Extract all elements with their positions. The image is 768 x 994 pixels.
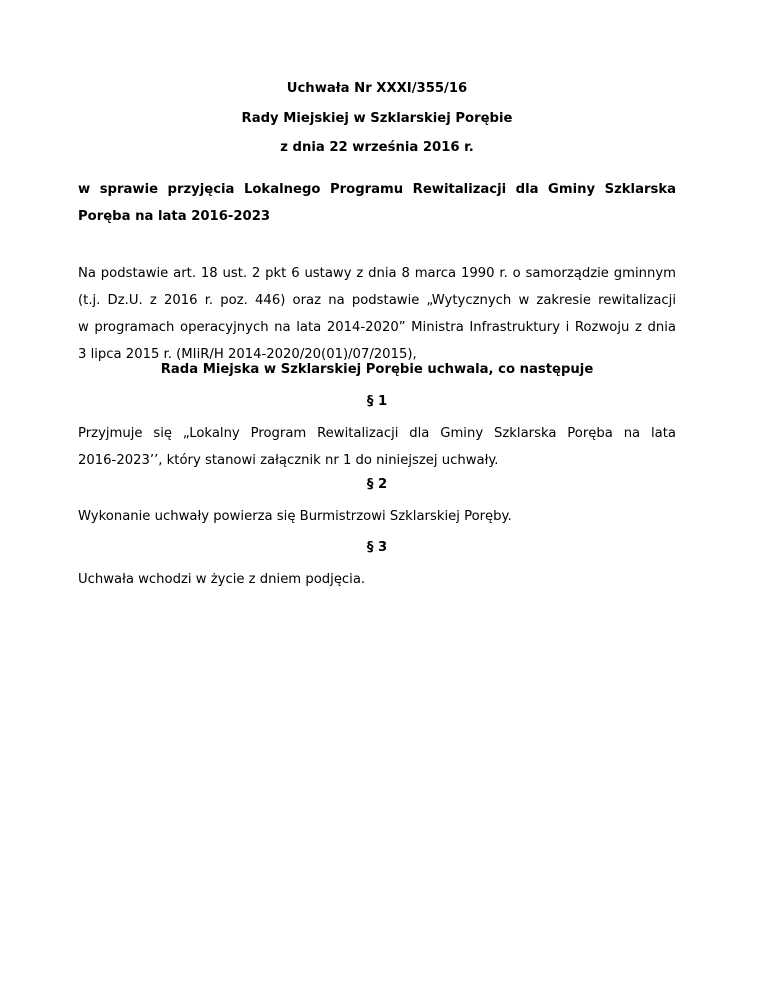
section-mark: § 1: [366, 394, 388, 409]
section-line: Przyjmuje się „Lokalny Program Rewitalizacji dla Gminy Szklarska Poręba na lata: [78, 426, 676, 441]
basis-line: w programach operacyjnych na lata 2014-2020” Ministra Infrastruktury i Rozwoju z dnia: [78, 320, 676, 335]
document-page: [78, 0, 676, 994]
resolves-statement: Rada Miejska w Szklarskiej Porębie uchwala, co następuje: [160, 362, 594, 377]
basis-line: (t.j. Dz.U. z 2016 r. poz. 446) oraz na podstawie „Wytycznych w zakresie rewitalizacji: [78, 293, 676, 308]
section-line: Wykonanie uchwały powierza się Burmistrzowi Szklarskiej Poręby.: [78, 509, 512, 524]
section-body: [78, 566, 676, 593]
resolution-issuer: Rady Miejskiej w Szklarskiej Porębie: [241, 111, 513, 126]
resolution-subject: [78, 176, 676, 230]
basis-line: Na podstawie art. 18 ust. 2 pkt 6 ustawy z dnia 8 marca 1990 r. o samorządzie gminnym: [78, 266, 676, 281]
basis-line: 3 lipca 2015 r. (MIiR/H 2014-2020/20(01)/07/2015),: [78, 347, 417, 362]
legal-basis: [78, 260, 676, 368]
section-line: Uchwała wchodzi w życie z dniem podjęcia.: [78, 572, 366, 587]
resolution-title: Uchwała Nr XXXI/355/16: [286, 81, 468, 96]
section-mark: § 2: [366, 477, 388, 492]
section-body: [78, 420, 676, 474]
section-line: 2016-2023’’, który stanowi załącznik nr 1 do niniejszej uchwały.: [78, 453, 499, 468]
subject-line: w sprawie przyjęcia Lokalnego Programu Rewitalizacji dla Gminy Szklarska: [78, 182, 676, 197]
section-mark: § 3: [366, 540, 388, 555]
resolution-date: z dnia 22 września 2016 r.: [280, 140, 474, 155]
section-body: [78, 503, 676, 530]
subject-line: Poręba na lata 2016-2023: [78, 209, 271, 224]
